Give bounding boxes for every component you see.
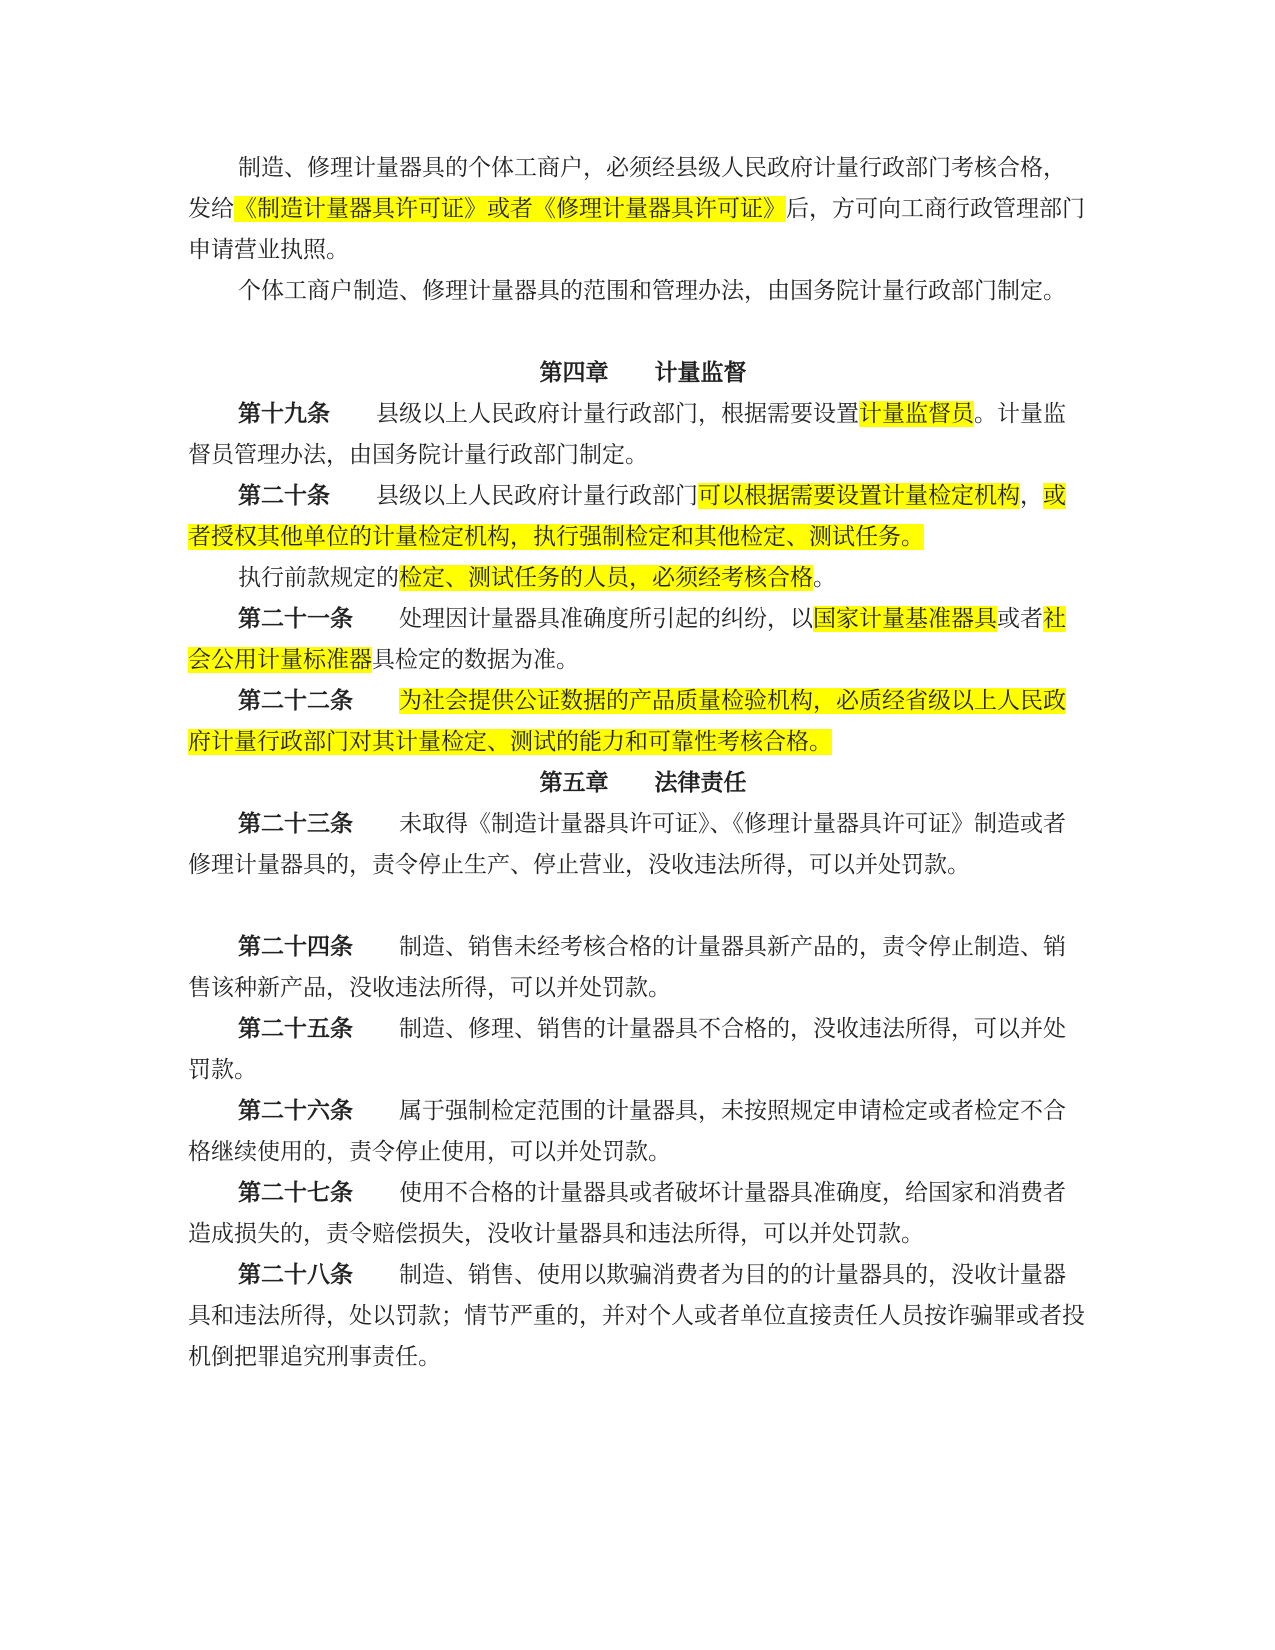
chapter-heading-4: 第四章 计量监督 [539,360,747,386]
article-label: 第二十二条 [238,688,353,714]
paragraph-individual-business: 制造、修理计量器具的个体工商户，必须经县级人民政府计量行政部门考核合格，发给《制造计量器具许可证》或者《修理计量器具许可证》后，方可向工商行政管理部门申请营业执照。 [188,155,1085,263]
article-21: 第二十一条 处理因计量器具准确度所引起的纠纷，以国家计量基准器具或者社会公用计量标准器具检定的数据为准。 [188,606,1066,673]
highlighted-text: 检定、测试任务的人员，必须经考核合格 [399,565,813,591]
article-20-paragraph-2: 执行前款规定的检定、测试任务的人员，必须经考核合格。 [238,565,836,591]
article-label: 第二十条 [238,483,330,509]
document-body [188,148,1086,1378]
highlighted-text: 或者授权其他单位的计量检定机构，执行强制检定和其他检定、测试任务。 [188,483,1066,550]
chapter-heading-5: 第五章 法律责任 [539,770,747,796]
article-19: 第十九条 县级以上人民政府计量行政部门，根据需要设置计量监督员。计量监督员管理办法，由国务院计量行政部门制定。 [188,401,1066,468]
highlighted-text: 计量监督员 [859,401,974,427]
article-label: 第二十八条 [238,1262,353,1288]
highlighted-text: 社会公用计量标准器 [188,606,1066,673]
article-label: 第二十四条 [238,934,353,960]
highlighted-text: 国家计量基准器具 [813,606,997,632]
article-26: 第二十六条 属于强制检定范围的计量器具，未按照规定申请检定或者检定不合格继续使用的，责令停止使用，可以并处罚款。 [188,1098,1066,1165]
article-25: 第二十五条 制造、修理、销售的计量器具不合格的，没收违法所得，可以并处罚款。 [188,1016,1066,1083]
article-label: 第二十七条 [238,1180,353,1206]
article-20: 第二十条 县级以上人民政府计量行政部门可以根据需要设置计量检定机构，或者授权其他单位的计量检定机构，执行强制检定和其他检定、测试任务。 [188,483,1066,550]
article-27: 第二十七条 使用不合格的计量器具或者破坏计量器具准确度，给国家和消费者造成损失的，责令赔偿损失，没收计量器具和违法所得，可以并处罚款。 [188,1180,1066,1247]
article-28: 第二十八条 制造、销售、使用以欺骗消费者为目的的计量器具的，没收计量器具和违法所得，处以罚款；情节严重的，并对个人或者单位直接责任人员按诈骗罪或者投机倒把罪追究刑事责任。 [188,1262,1085,1370]
article-label: 第二十一条 [238,606,353,632]
article-label: 第二十六条 [238,1098,353,1124]
highlighted-text: 《制造计量器具许可证》或者《修理计量器具许可证》 [234,196,786,222]
article-label: 第二十三条 [238,811,353,837]
article-23: 第二十三条 未取得《制造计量器具许可证》、《修理计量器具许可证》制造或者修理计量器具的，责令停止生产、停止营业，没收违法所得，可以并处罚款。 [188,811,1066,878]
article-label: 第二十五条 [238,1016,353,1042]
article-24: 第二十四条 制造、销售未经考核合格的计量器具新产品的，责令停止制造、销售该种新产品，没收违法所得，可以并处罚款。 [188,934,1066,1001]
highlighted-text: 可以根据需要设置计量检定机构 [698,483,1020,509]
highlighted-text: 为社会提供公证数据的产品质量检验机构，必质经省级以上人民政府计量行政部门对其计量检定、测试的能力和可靠性考核合格。 [188,688,1066,755]
paragraph-individual-scope: 个体工商户制造、修理计量器具的范围和管理办法，由国务院计量行政部门制定。 [238,278,1066,304]
article-22 [188,681,1086,763]
article-label: 第十九条 [238,401,330,427]
